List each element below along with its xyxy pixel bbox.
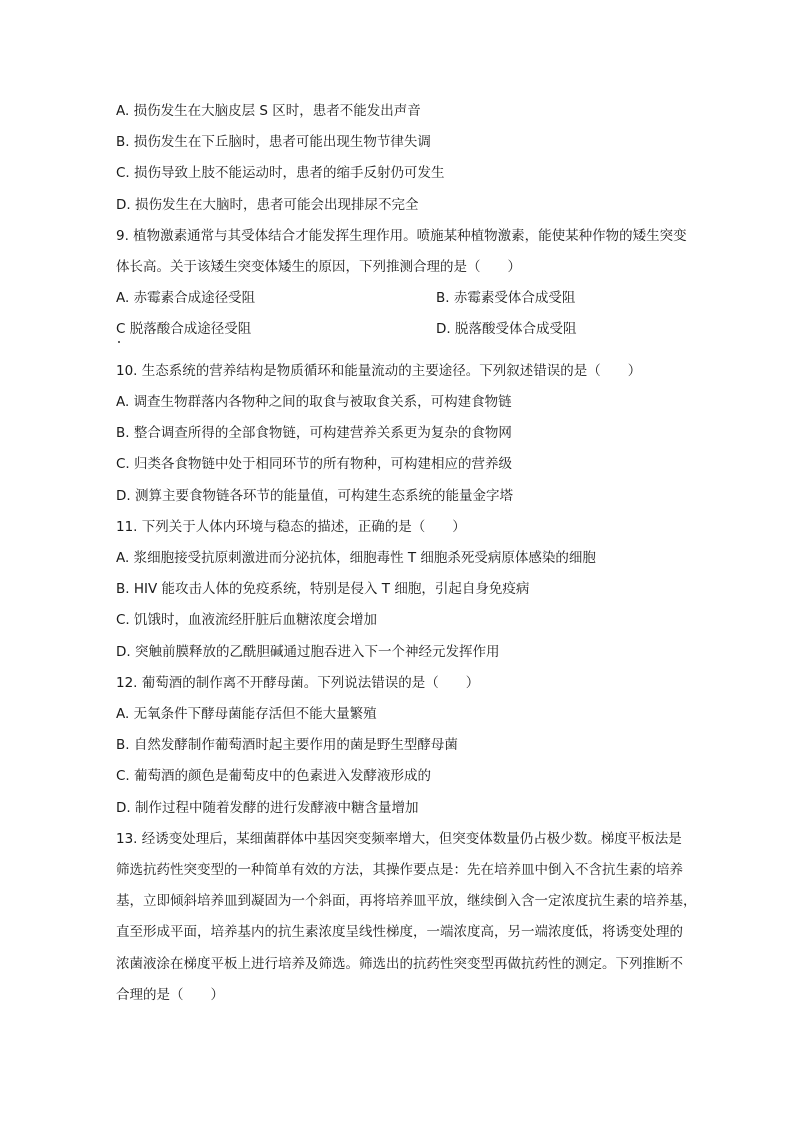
q12-option-a: A. 无氧条件下酵母菌能存活但不能大量繁殖: [116, 706, 377, 722]
q9-option-a: A. 赤霉素合成途径受阻: [116, 290, 256, 306]
q9-stem-line-1: 9. 植物激素通常与其受体结合才能发挥生理作用。喷施某种植物激素，能使某种作物的矮生突变: [116, 228, 687, 244]
q13-stem-line-3: 基，立即倾斜培养皿到凝固为一个斜面，再将培养皿平放，继续倒入含一定浓度抗生素的培养基，: [116, 893, 697, 909]
q13-stem-line-4: 直至形成平面，培养基内的抗生素浓度呈线性梯度，一端浓度高，另一端浓度低，将诱变处理的: [116, 924, 683, 940]
q8-option-c: C. 损伤导致上肢不能运动时，患者的缩手反射仍可发生: [116, 165, 445, 181]
q9-option-c: C 脱落酸合成途径受阻: [116, 321, 252, 337]
q10-option-c: C. 归类各食物链中处于相同环节的所有物种，可构建相应的营养级: [116, 456, 513, 472]
q13-stem-line-6: 合理的是（ ）: [116, 987, 224, 1003]
q11-option-d: D. 突触前膜释放的乙酰胆碱通过胞吞进入下一个神经元发挥作用: [116, 644, 500, 660]
q10-option-d: D. 测算主要食物链各环节的能量值，可构建生态系统的能量金字塔: [116, 488, 513, 504]
q9-option-d: D. 脱落酸受体合成受阻: [436, 321, 577, 337]
q9-option-b: B. 赤霉素受体合成受阻: [436, 290, 576, 306]
q9-stem-line-2: 体长高。关于该矮生突变体矮生的原因，下列推测合理的是（ ）: [116, 259, 521, 275]
q10-option-b: B. 整合调查所得的全部食物链，可构建营养关系更为复杂的食物网: [116, 425, 512, 441]
q8-option-d: D. 损伤发生在大脑时，患者可能会出现排尿不完全: [116, 197, 419, 213]
q12-stem: 12. 葡萄酒的制作离不开酵母菌。下列说法错误的是（ ）: [116, 675, 480, 691]
q13-stem-line-2: 筛选抗药性突变型的一种简单有效的方法，其操作要点是：先在培养皿中倒入不含抗生素的培养: [116, 862, 683, 878]
q12-option-c: C. 葡萄酒的颜色是葡萄皮中的色素进入发酵液形成的: [116, 768, 432, 784]
q12-option-d: D. 制作过程中随着发酵的进行发酵液中糖含量增加: [116, 800, 419, 816]
q11-stem: 11. 下列关于人体内环境与稳态的描述，正确的是（ ）: [116, 519, 466, 535]
q8-option-a: A. 损伤发生在大脑皮层 S 区时，患者不能发出声音: [116, 103, 421, 119]
q11-option-b: B. HIV 能攻击人体的免疫系统，特别是侵入 T 细胞，引起自身免疫病: [116, 581, 530, 597]
q12-option-b: B. 自然发酵制作葡萄酒时起主要作用的菌是野生型酵母菌: [116, 737, 458, 753]
q13-stem-line-5: 浓菌液涂在梯度平板上进行培养及筛选。筛选出的抗药性突变型再做抗药性的测定。下列推断不: [116, 956, 683, 972]
q10-option-a: A. 调查生物群落内各物种之间的取食与被取食关系，可构建食物链: [116, 394, 512, 410]
stray-dot-mark: [118, 341, 120, 343]
q11-option-c: C. 饥饿时，血液流经肝脏后血糖浓度会增加: [116, 612, 378, 628]
q11-option-a: A. 浆细胞接受抗原刺激进而分泌抗体，细胞毒性 T 细胞杀死受病原体感染的细胞: [116, 550, 596, 566]
q13-stem-line-1: 13. 经诱变处理后，某细菌群体中基因突变频率增大，但突变体数量仍占极少数。梯度平板法是: [116, 831, 682, 847]
q10-stem: 10. 生态系统的营养结构是物质循环和能量流动的主要途径。下列叙述错误的是（ ）: [116, 363, 642, 379]
q8-option-b: B. 损伤发生在下丘脑时，患者可能出现生物节律失调: [116, 134, 431, 150]
